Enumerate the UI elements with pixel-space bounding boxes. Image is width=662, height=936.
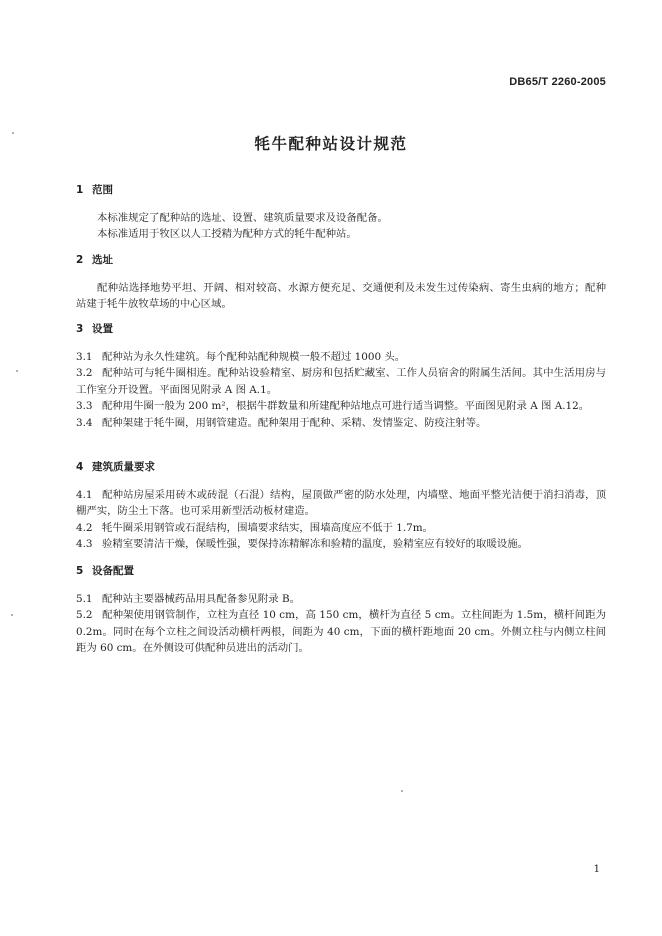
section-heading: [76, 459, 606, 475]
clause: [76, 536, 606, 552]
page-number: 1: [593, 864, 600, 875]
section-title: 选址: [92, 254, 113, 266]
clause-number: 3.1: [76, 351, 93, 363]
section-heading: [76, 321, 606, 337]
scan-speck: [401, 790, 403, 792]
clause: [76, 415, 606, 431]
page-title: 牦牛配种站设计规范: [254, 135, 408, 153]
clause-number: 3.3: [76, 400, 93, 413]
clause-text: 配种站主要器械药品用具配备参见附录 B。: [102, 593, 300, 605]
standard-number: DB65/T 2260-2005: [509, 76, 606, 88]
section-number: 2: [76, 254, 84, 266]
section-number: 3: [76, 323, 84, 335]
scan-speck: [12, 132, 14, 134]
clause-number: 3.2: [76, 367, 93, 380]
section-heading: [76, 252, 606, 268]
clause: [76, 591, 606, 607]
clause-text: 配种站可与牦牛圈相连。配种站设验精室、厨房和包括贮藏室、工作人员宿舍的附属生活间。其中生活用房与工作室分开设置。平面图见附录 A 图 A.1。: [76, 367, 606, 396]
section-equipment: [76, 563, 606, 657]
section-title: 范围: [92, 184, 113, 196]
section-heading: [76, 563, 606, 579]
clause-number: 3.4: [76, 416, 93, 429]
section-setup: [76, 321, 606, 431]
clause: [76, 487, 606, 520]
clause: [76, 607, 606, 656]
paragraph: 本标准适用于牧区以人工授精为配种方式的牦牛配种站。: [97, 228, 357, 241]
clause: [76, 398, 606, 414]
clause-number: 5.2: [76, 609, 93, 622]
paragraph: 本标准规定了配种站的选址、设置、建筑质量要求及设备配备。: [97, 212, 388, 224]
clause-number: 4.1: [76, 489, 93, 501]
scan-speck: [16, 370, 18, 372]
section-number: 5: [76, 565, 84, 577]
clause-text: 牦牛圈采用钢管或石混结构，围墙要求结实，围墙高度应不低于 1.7m。: [102, 521, 434, 534]
clause-text: 验精室要清洁干燥，保暖性强，要保持冻精解冻和验精的温度，验精室应有较好的取暖设施。: [102, 538, 529, 551]
scan-speck: [11, 614, 13, 616]
section-title: 设置: [92, 323, 113, 335]
clause: [76, 520, 606, 536]
clause: [76, 365, 606, 398]
section-scope: [76, 182, 606, 243]
section-number: 4: [76, 461, 84, 473]
section-building-quality: [76, 459, 606, 553]
clause-text: 配种站房屋采用砖木或砖混（石混）结构，屋顶做严密的防水处理，内墙壁、地面平整光洁便于消扫消毒，顶棚严实，防尘土下落。也可采用新型活动板材建造。: [76, 489, 606, 518]
clause-number: 4.3: [76, 538, 93, 551]
clause-text: 配种站为永久性建筑。每个配种站配种规模一般不超过 1000 头。: [102, 351, 406, 363]
section-site-selection: [76, 252, 606, 313]
section-number: 1: [76, 184, 84, 196]
clause-text: 配种架建于牦牛圈，用钢管建造。配种架用于配种、采精、发情鉴定、防疫注射等。: [102, 416, 487, 429]
clause-number: 5.1: [76, 593, 93, 605]
section-title: 建筑质量要求: [92, 461, 155, 473]
clause-text: 配种用牛圈一般为 200 m²，根据牛群数量和所建配种站地点可进行适当调整。平面图见附录 A 图 A.12。: [102, 400, 590, 413]
clause-text: 配种架使用钢管制作，立柱为直径 10 cm，高 150 cm，横杆为直径 5 cm。立柱间距为 1.5m，横杆间距为 0.2m。同时在每个立柱之间设活动横杆两根，间距为 40 cm，下面的横杆距地面 20 cm。外侧立柱与内侧立柱间距为 60 cm。在外侧设可供配种员进出的活动门。: [76, 609, 606, 655]
paragraph: 配种站选择地势平坦、开阔、相对较高、水源方便充足、交通便利及未发生过传染病、寄生虫病的地方；配种站建于牦牛放牧草场的中心区域。: [76, 282, 606, 311]
clause-number: 4.2: [76, 521, 93, 534]
section-heading: [76, 182, 606, 198]
clause: [76, 349, 606, 365]
section-title: 设备配置: [92, 565, 134, 577]
